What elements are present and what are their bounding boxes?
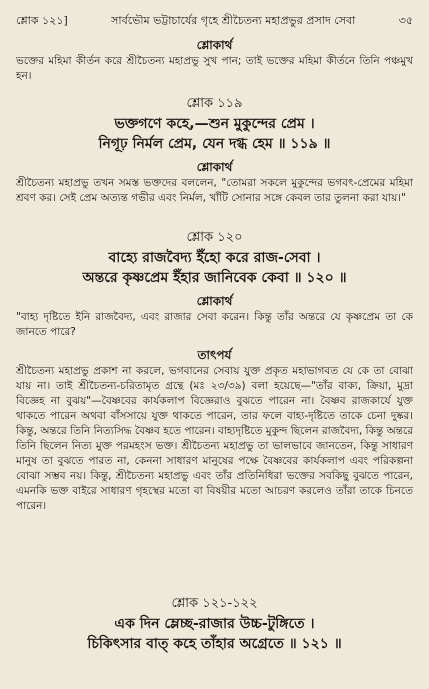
verse-text (16, 248, 413, 288)
running-header (16, 14, 413, 28)
translation-text: "বাহ্য দৃষ্টিতে ইনি রাজবৈদ্য, এবং রাজার সেবা করেন। কিন্তু তাঁর অন্তরে যে কৃষ্ণপ্রেম তা কে জানতে পারে? (16, 311, 413, 338)
verse-text (16, 114, 413, 154)
verse-line: ভক্তগণে কহে,—শুন মুকুন্দের প্রেম । (114, 116, 315, 132)
purport-label: তাৎপর্য (197, 348, 232, 362)
verse-line: নিগূঢ় নির্মল প্রেম, যেন দগ্ধ হেম ॥ ১১৯ ॥ (98, 136, 331, 152)
verse-line: এক দিন ম্লেচ্ছ-রাজার উচ্চ-টুঙ্গিতে । (114, 616, 315, 632)
translation-text: শ্রীচৈতন্য মহাপ্রভু তখন সমস্ত ভক্তদের বললেন, "তোমরা সকলে মুকুন্দের ভগবৎ-প্রেমের মহিমা শ্রবণ কর। সেই প্রেম অত্যন্ত গভীর এবং নির্মল, খাঁটি সোনার সঙ্গে কেবল তার তুলনা করা যায়।" (16, 177, 413, 204)
verse-line: চিকিৎসার বাত্ কহে তাঁহার অগ্রেতে ॥ ১২১ ॥ (87, 636, 342, 652)
verse-text (16, 614, 413, 654)
verse-line: বাহ্যে রাজবৈদ্য ইঁহো করে রাজ-সেবা । (108, 250, 321, 266)
translation-label: শ্লোকার্থ (196, 294, 233, 308)
page-number: ৩৫ (398, 14, 413, 27)
purport-text: শ্রীচৈতন্য মহাপ্রভু প্রকাশ না করলে, ভগবানের সেবায় যুক্ত প্রকৃত মহাভাগবত যে কে তা বোঝা যায় না। তাই শ্রীচৈতন্য-চরিতামৃত গ্রন্থে (মঃ ২৩/৩৯) বলা হয়েছে—"তাঁর বাক্য, ক্রিয়া, মুদ্রা বিজ্ঞেহ না বুঝয়"—বৈষ্ণবের কার্যকলাপ বিজ্ঞেরাও বুঝতে পারেন না। বৈষ্ণব রাজকার্যে যুক্ত থাকতে পারেন অথবা বাঁসসায়ে যুক্ত থাকতে পারেন, তার ফলে বাহ্য-দৃষ্টিতে তাকে চেনা দুষ্কর। কিন্তু, অন্তরে তিনি নিত্যসিদ্ধ বৈষ্ণব হতে পারেন। বাহ্যদৃষ্টিতে মুকুন্দ ছিলেন রাজবৈদ্য, কিন্তু অন্তরে তিনি ছিলেন নিত্য মুক্ত পরমহংস ভক্ত। শ্রীচৈতন্য মহাপ্রভু তা ভালভাবে জানতেন, কিন্তু সাধারণ মানুষ তা বুঝতে পারত না, কেননা সাধারণ মানুষের পক্ষে বৈষ্ণবের কার্যকলাপ এবং পরিকল্পনা বোঝা সম্ভব নয়। কিন্তু, শ্রীচৈতন্য মহাপ্রভু এবং তাঁর প্রতিনিধিরা ভক্তের সবকিছু বুঝতে পারেন, এমনকি ভক্ত বাইরে সাধারণ গৃহস্থের মতো বা বিষয়ীর মতো আচরণ করলেও তাঁরা তাকে চিনতে পারেন। (16, 365, 413, 512)
verse-number: শ্লোক ১২১-১২২ (171, 596, 258, 611)
verse-number: শ্লোক ১২০ (186, 230, 243, 245)
header-verse-range: শ্লোক ১২১] (16, 14, 68, 27)
verse-line: অন্তরে কৃষ্ণপ্রেম ইঁহার জানিবেক কেবা ॥ ১২০ ॥ (82, 270, 347, 286)
translation-label: শ্লোকার্থ (196, 160, 233, 174)
translation-text: ভক্তের মহিমা কীর্তন করে শ্রীচৈতন্য মহাপ্রভু সুখ পান; তাই ভক্তের মহিমা কীর্তনে তিনি পঞ্চমুখ হন। (16, 55, 413, 82)
translation-label: শ্লোকার্থ (196, 38, 233, 52)
verse-number: শ্লোক ১১৯ (186, 96, 243, 111)
header-chapter-title: সার্বভৌম ভট্টাচার্যের গৃহে শ্রীচৈতন্য মহাপ্রভুর প্রসাদ সেবা (111, 14, 356, 27)
